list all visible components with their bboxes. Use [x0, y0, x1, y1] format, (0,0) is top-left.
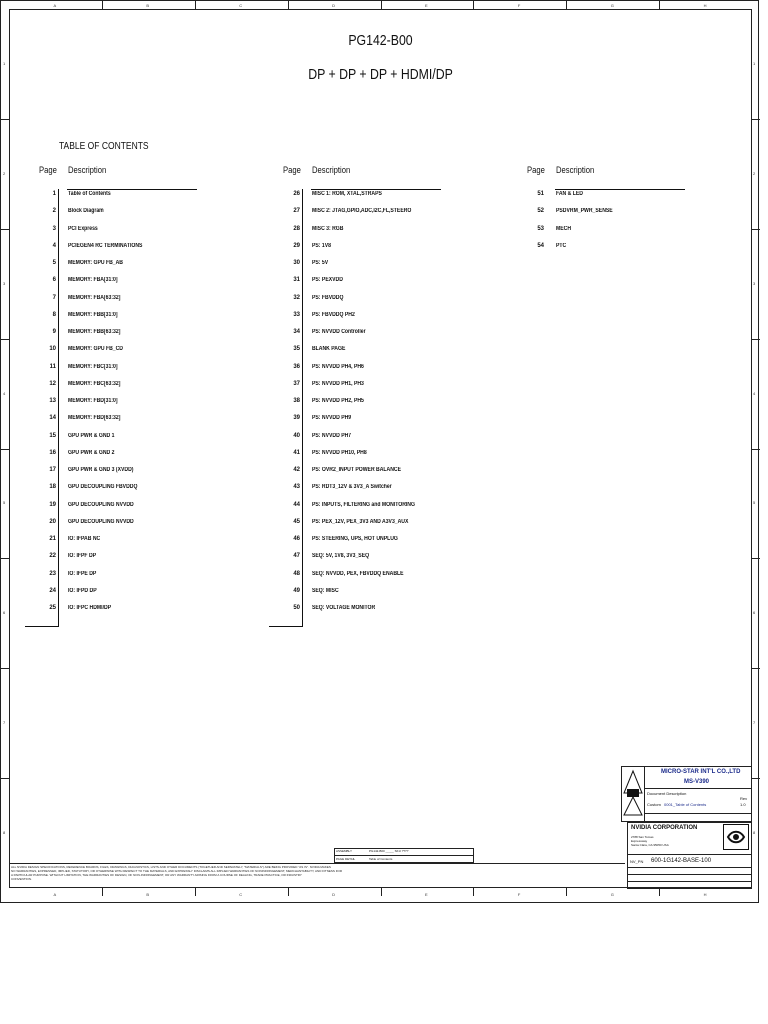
toc-description: PS: NVVDD PH4, PH6: [312, 363, 364, 370]
zone-tick: [102, 888, 103, 896]
zone-tick: [473, 888, 474, 896]
toc-page-number: 15: [49, 432, 56, 439]
disclaimer-line: A PARTICULAR PURPOSE. WITHOUT LIMITATION, THE WARRANTIES OF DESIGN, OF NON-INFRINGEMENT, OR ANY WARRANTY ARISING FROM A COURSE OF DEALING, TRADE PRACTICE, OR INDUSTRY: [11, 873, 302, 877]
zone-tick: [752, 449, 760, 450]
toc-description: SEQ: 5V, 1V8, 3V3_SEQ: [312, 553, 370, 560]
toc-page-number: 19: [49, 501, 56, 508]
zone-tick: [195, 1, 196, 9]
toc-description: MISC 1: ROM, XTAL,STRAPS: [312, 191, 382, 197]
toc-page-number: 22: [49, 553, 56, 560]
zone-label-h: H: [703, 3, 707, 8]
zone-tick: [381, 1, 382, 9]
zone-label-2: 2: [753, 170, 756, 176]
toc-description: PS: NVVDD PH2, PH5: [312, 398, 364, 404]
toc-description: MEMORY: FBC[31:0]: [68, 363, 118, 370]
toc-page-number: 29: [293, 242, 300, 249]
toc-page-number: 31: [293, 277, 300, 284]
rev-value: 1.0: [740, 802, 746, 807]
board-config: DP + DP + DP + HDMI/DP: [308, 66, 453, 83]
zone-tick: [473, 1, 474, 9]
toc-description: PTC: [556, 242, 567, 249]
zone-tick: [381, 888, 382, 896]
zone-label-7: 7: [3, 720, 6, 726]
toc-bottom-rule: [269, 626, 303, 627]
toc-description: Block Diagram: [68, 208, 104, 215]
toc-description: IO: IFPAB NC: [68, 536, 101, 542]
toc-page-header: Page: [39, 165, 57, 175]
toc-description: IO: IFPF DP: [68, 553, 97, 560]
toc-page-number: 14: [49, 415, 56, 422]
zone-label-e: E: [424, 3, 428, 8]
toc-page-number: 24: [49, 587, 56, 594]
zone-label-a: A: [53, 3, 57, 8]
msi-logo-box: [621, 766, 645, 822]
toc-page-number: 47: [293, 553, 300, 560]
toc-page-number: 18: [49, 484, 56, 491]
toc-bottom-rule: [25, 626, 59, 627]
zone-tick: [195, 888, 196, 896]
toc-description-header: Description: [68, 165, 107, 175]
toc-page-number: 21: [49, 536, 56, 542]
tb-divider: [627, 881, 752, 882]
zone-label-8: 8: [753, 830, 756, 836]
toc-page-number: 32: [293, 294, 300, 301]
pn-value: 600-1G142-BASE-100: [651, 858, 712, 864]
tb-divider: [645, 813, 752, 814]
toc-description: MEMORY: GPU FB_CD: [68, 346, 123, 353]
toc-description: PS: 1V8: [312, 242, 332, 249]
zone-label-d: D: [332, 892, 335, 897]
model-number: MS-V390: [684, 779, 710, 785]
toc-page-number: 35: [293, 346, 300, 353]
toc-description: Table of Contents: [68, 191, 111, 197]
tb-divider: [627, 874, 752, 875]
toc-description: SEQ: MISC: [312, 587, 339, 594]
toc-header-rule: [555, 189, 685, 190]
toc-description: PS: OVR2_INPUT POWER BALANCE: [312, 467, 401, 473]
zone-tick: [566, 888, 567, 896]
zone-label-a: A: [53, 892, 57, 897]
zone-label-f: F: [517, 3, 521, 8]
tb-divider: [334, 855, 474, 856]
toc-page-number: 11: [49, 363, 56, 370]
toc-description: GPU DECOUPLING NVVDD: [68, 518, 134, 525]
toc-page-number: 39: [293, 415, 300, 422]
toc-description: MISC 2: JTAG,GPIO,ADC,I2C,FL,STEERO: [312, 208, 412, 215]
toc-description-header: Description: [556, 165, 595, 175]
msi-logo-icon: [622, 767, 644, 821]
toc-description: PS: 5V: [312, 260, 329, 266]
zone-tick: [288, 1, 289, 9]
zone-label-1: 1: [753, 60, 756, 66]
zone-tick: [752, 558, 760, 559]
toc-description: SEQ: NVVDD, PEX, FBVDDQ ENABLE: [312, 570, 404, 577]
toc-description: FAN & LED: [556, 191, 583, 197]
zone-tick: [1, 119, 9, 120]
toc-description: PS: FBVDDQ: [312, 294, 344, 301]
toc-description: MEMORY: FBB[63:32]: [68, 329, 121, 335]
toc-page-number: 42: [293, 467, 300, 473]
toc-page-number: 13: [49, 398, 56, 404]
nvidia-logo-icon: [723, 824, 749, 850]
zone-label-b: B: [146, 3, 149, 8]
zone-tick: [752, 229, 760, 230]
toc-description: PS: RDT3_12V & 3V3_A Switcher: [312, 484, 392, 491]
zone-label-4: 4: [3, 390, 6, 396]
toc-description: PS: NVVDD Controller: [312, 329, 366, 335]
toc-page-number: 49: [293, 587, 300, 594]
toc-description: MEMORY: FBD[63:32]: [68, 415, 121, 422]
toc-page-number: 6: [52, 277, 56, 284]
zone-tick: [1, 668, 9, 669]
zone-tick: [659, 1, 660, 9]
toc-description: MECH: [556, 225, 572, 232]
zone-label-7: 7: [753, 720, 756, 726]
toc-page-number: 43: [293, 484, 300, 491]
zone-tick: [1, 229, 9, 230]
zone-label-c: C: [239, 3, 243, 8]
zone-label-b: B: [146, 892, 149, 897]
toc-description: PS: FBVDDQ PH2: [312, 311, 355, 318]
toc-description: MEMORY: FBD[31:0]: [68, 398, 118, 404]
toc-page-number: 33: [293, 311, 300, 318]
toc-page-number: 30: [293, 260, 300, 266]
toc-header-rule: [67, 189, 197, 190]
size-label: Custom: [647, 802, 661, 807]
vendor-name: MICRO-STAR INT'L CO.,LTD: [661, 769, 741, 775]
toc-description: GPU PWR & GND 1: [68, 432, 115, 439]
assembly-label: ASSEMBLY: [336, 849, 352, 853]
toc-page-number: 40: [293, 432, 300, 439]
zone-tick: [752, 339, 760, 340]
zone-tick: [102, 1, 103, 9]
toc-page-number: 34: [293, 329, 300, 335]
disclaimer-block: [10, 863, 625, 888]
toc-page-number: 5: [52, 260, 56, 266]
toc-description: PCI Express: [68, 225, 98, 232]
toc-description: MEMORY: GPU FB_AB: [68, 260, 123, 266]
assembly-value: PG142-B00 _____ SKU ????: [369, 849, 409, 853]
zone-label-1: 1: [3, 60, 6, 66]
toc-description: PS: PEX_12V, PEX_3V3 AND A3V3_AUX: [312, 518, 409, 525]
toc-description: PCIEGEN4 RC TERMINATIONS: [68, 242, 143, 249]
toc-page-number: 38: [293, 398, 300, 404]
toc-description: PS: NVVDD PH1, PH3: [312, 380, 364, 387]
toc-page-number: 45: [293, 518, 300, 525]
toc-page-number: 3: [52, 225, 56, 232]
zone-label-4: 4: [753, 390, 756, 396]
zone-tick: [1, 339, 9, 340]
zone-label-6: 6: [753, 610, 756, 616]
zone-tick: [1, 778, 9, 779]
disclaimer-line: ALL NVIDIA DESIGN SPECIFICATIONS, REFERENCE BOARDS, FILES, DRAWINGS, DIAGNOSTICS, LISTS AND OTHER DOCUMENTS (TOGETHER AND SEPARATELY, "MATERIALS") ARE BEING PROVIDED "AS IS". NVIDIA MAKES: [11, 865, 331, 869]
address-line-1: 2788 San Tomas: [631, 835, 654, 839]
zone-tick: [1, 449, 9, 450]
toc-description: PS: PEXVDD: [312, 277, 343, 284]
zone-label-2: 2: [3, 170, 6, 176]
toc-page-header: Page: [283, 165, 301, 175]
toc-page-number: 27: [293, 208, 300, 215]
toc-description-header: Description: [312, 165, 351, 175]
toc-page-number: 17: [49, 467, 56, 473]
toc-column-rule: [58, 189, 59, 626]
toc-description: MEMORY: FBA[31:0]: [68, 277, 118, 284]
disclaimer-line: NO WARRANTIES, EXPRESSED, IMPLIED, STATUTORY, OR OTHERWISE WITH RESPECT TO THE MATERIALS, AND EXPRESSLY DISCLAIMS ALL IMPLIED WARRANTIES OF NONINFRINGEMENT, MERCHANTABILITY, AND FITNESS FOR: [11, 869, 343, 873]
toc-page-number: 9: [52, 329, 56, 335]
toc-page-number: 41: [293, 449, 300, 456]
toc-page-number: 2: [52, 208, 56, 215]
toc-description: PS: NVVDD PH9: [312, 415, 352, 422]
zone-label-c: C: [239, 892, 243, 897]
zone-tick: [566, 1, 567, 9]
zone-label-f: F: [517, 892, 521, 897]
board-title: PG142-B00: [348, 32, 413, 49]
pn-label: NV_PN: [630, 859, 644, 864]
rev-label: Rev: [740, 796, 748, 801]
toc-description: IO: IFPC HDMI/DP: [68, 605, 112, 611]
zone-tick: [752, 778, 760, 779]
address-line-2: Expressway: [631, 839, 648, 843]
zone-label-h: H: [703, 892, 707, 897]
zone-label-g: G: [610, 3, 614, 8]
zone-tick: [752, 119, 760, 120]
toc-page-header: Page: [527, 165, 545, 175]
toc-page-number: 28: [293, 225, 300, 232]
toc-description: MEMORY: FBC[63:32]: [68, 380, 121, 387]
toc-description: MISC 3: RGB: [312, 225, 344, 232]
toc-description: PS: STEERING, UPS, HOT UNPLUG: [312, 536, 398, 542]
toc-page-number: 26: [293, 191, 300, 197]
toc-description: GPU DECOUPLING NVVDD: [68, 501, 134, 508]
toc-page-number: 10: [49, 346, 56, 353]
zone-tick: [288, 888, 289, 896]
toc-page-number: 46: [293, 536, 300, 542]
toc-heading: TABLE OF CONTENTS: [59, 141, 149, 152]
toc-page-number: 44: [293, 501, 300, 508]
toc-description: PS: NVVDD PH10, PH8: [312, 449, 367, 456]
toc-page-number: 54: [537, 242, 544, 249]
zone-label-8: 8: [3, 830, 6, 836]
toc-page-number: 52: [537, 208, 544, 215]
tb-divider: [627, 854, 752, 855]
page-detail-value: Table of Contents: [369, 857, 393, 861]
tb-divider: [645, 788, 752, 789]
page-detail-label: PAGE DETAIL: [336, 857, 356, 861]
zone-label-5: 5: [753, 500, 756, 506]
zone-tick: [752, 668, 760, 669]
toc-description: BLANK PAGE: [312, 346, 346, 353]
toc-column-rule: [302, 189, 303, 626]
toc-page-number: 16: [49, 449, 56, 456]
toc-description: PS: NVVDD PH7: [312, 432, 352, 439]
toc-description: PS: INPUTS, FILTERING and MONITORING: [312, 501, 415, 508]
zone-label-3: 3: [3, 280, 6, 286]
disclaimer-line: CONVENTION.: [11, 877, 32, 881]
toc-page-number: 50: [293, 605, 300, 611]
toc-description: SEQ: VOLTAGE MONITOR: [312, 605, 376, 611]
zone-tick: [1, 558, 9, 559]
company-name: NVIDIA CORPORATION: [631, 825, 698, 831]
zone-label-6: 6: [3, 610, 6, 616]
toc-page-number: 53: [537, 225, 544, 232]
toc-description: MEMORY: FBA[63:32]: [68, 294, 121, 301]
toc-description: GPU DECOUPLING FBVDDQ: [68, 484, 138, 491]
zone-label-3: 3: [753, 280, 756, 286]
toc-page-number: 37: [293, 380, 300, 387]
toc-page-number: 12: [49, 380, 56, 387]
toc-page-number: 20: [49, 518, 56, 525]
tb-divider: [627, 867, 752, 868]
zone-tick: [659, 888, 660, 896]
zone-label-5: 5: [3, 500, 6, 506]
toc-page-number: 23: [49, 570, 56, 577]
doc-value: 0001_Table of Contents: [664, 802, 707, 807]
toc-page-number: 25: [49, 605, 56, 611]
zone-label-e: E: [424, 892, 428, 897]
toc-page-number: 1: [52, 191, 56, 197]
toc-page-number: 36: [293, 363, 300, 370]
doc-label: Document Description: [647, 791, 687, 796]
toc-description: PSDVRM_PWR_SENSE: [556, 208, 613, 215]
toc-description: IO: IFPE DP: [68, 570, 97, 577]
toc-description: GPU PWR & GND 2: [68, 449, 115, 456]
toc-page-number: 4: [52, 242, 56, 249]
zone-label-d: D: [332, 3, 335, 8]
toc-page-number: 7: [52, 294, 56, 301]
zone-label-g: G: [610, 892, 614, 897]
address-line-3: Santa Clara, CA 95050 USA: [631, 843, 669, 847]
toc-header-rule: [311, 189, 441, 190]
toc-page-number: 51: [537, 191, 544, 197]
toc-page-number: 48: [293, 570, 300, 577]
toc-description: IO: IFPD DP: [68, 587, 97, 594]
toc-description: MEMORY: FBB[31:0]: [68, 311, 118, 318]
toc-page-number: 8: [52, 311, 56, 318]
toc-description: GPU PWR & GND 3 (XVDD): [68, 467, 134, 473]
